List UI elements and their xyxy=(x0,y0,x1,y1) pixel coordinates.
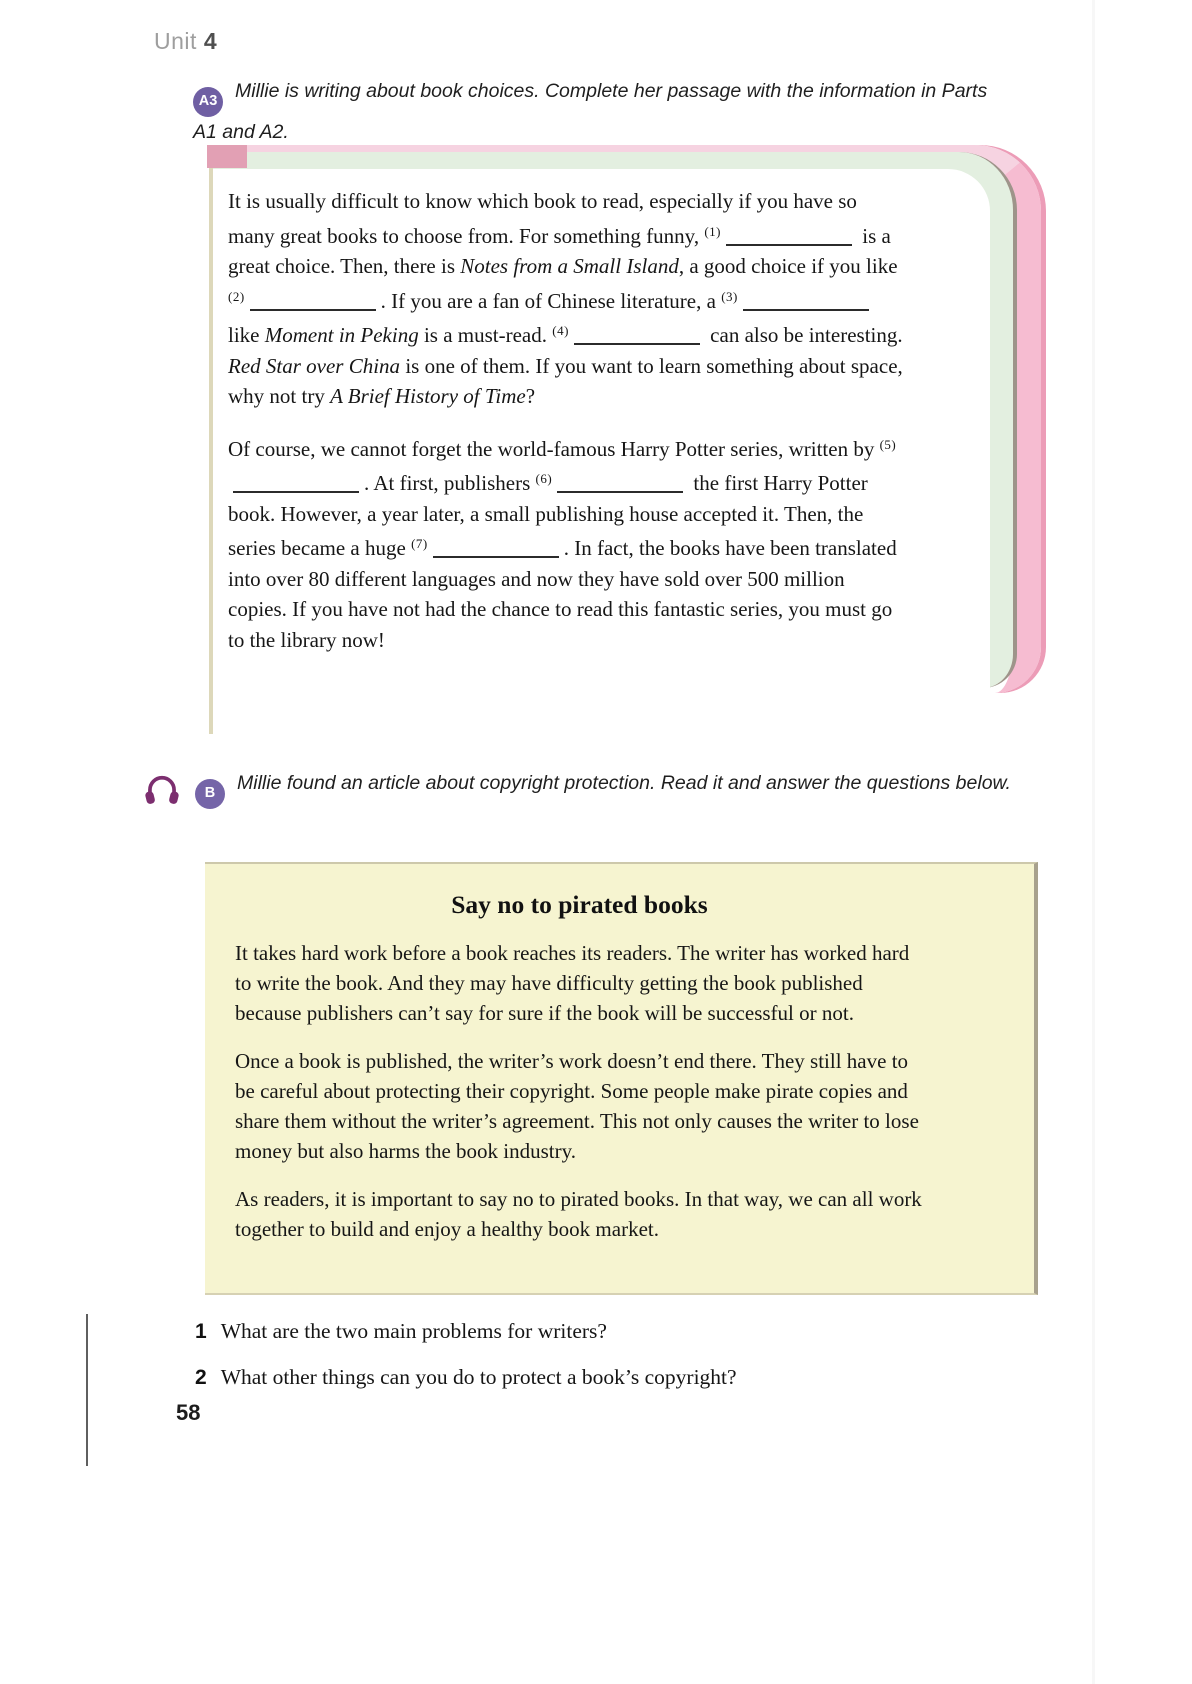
passage-text-segment: is one of them. If you want to learn something about space, why not try xyxy=(228,353,903,408)
headphones-icon xyxy=(143,772,181,816)
blank-line xyxy=(233,479,359,493)
passage-text-segment: It is usually difficult to know which book to read, especially if you have so many great books to choose from. For something funny, xyxy=(228,189,857,248)
blank-line xyxy=(250,297,376,311)
scan-edge-artifact xyxy=(1092,0,1095,1684)
question-row-2 xyxy=(195,1362,1055,1392)
exercise-b-instruction-row xyxy=(195,768,1015,809)
margin-rule-line xyxy=(86,1314,88,1466)
article-paragraph-1: It takes hard work before a book reaches its readers. The writer has worked hard to write the book. And they may have difficulty getting the book published because publishers can’t say for sure if the book will be successful or not. xyxy=(235,941,910,1025)
exercise-b-instruction: Millie found an article about copyright protection. Read it and answer the questions below. xyxy=(237,772,1011,794)
passage-text-segment: . At first, publishers xyxy=(364,471,536,495)
blank-line xyxy=(726,232,852,246)
blank-line xyxy=(574,331,700,345)
passage-paragraph-2 xyxy=(228,430,906,656)
article-paragraph-2: Once a book is published, the writer’s work doesn’t end there. They still have to be careful about protecting their copyright. Some people make pirate copies and share them without the writer’s agreement. This not only causes the writer to lose money but also harms the book industry. xyxy=(235,1049,919,1163)
passage-text-segment: is a great choice. Then, there is xyxy=(228,223,891,278)
passage-text-segment: the first Harry Potter book. However, a year later, a small publishing house accepted it. Then, the series became a huge xyxy=(228,471,868,560)
page-number: 58 xyxy=(176,1400,201,1425)
passage-text-segment: , a good choice if you like xyxy=(678,254,898,278)
article-title: Say no to pirated books xyxy=(451,890,708,919)
question-list xyxy=(195,1316,1055,1408)
blank-number: (5) xyxy=(879,436,897,452)
passage-text-segment: is a must-read. xyxy=(418,323,553,347)
article-paragraph-3: As readers, it is important to say no to pirated books. In that way, we can all work together to build and enjoy a healthy book market. xyxy=(235,1187,922,1241)
passage-text-segment: . In fact, the books have been translated into over 80 different languages and now they have sold over 500 million copies. If you have not had the chance to read this fantastic series, you must go to the library now! xyxy=(228,536,897,652)
passage-text-segment: . If you are a fan of Chinese literature, a xyxy=(380,288,722,313)
passage-text-segment: ? xyxy=(525,384,536,408)
unit-label: Unit xyxy=(154,28,197,54)
blank-line xyxy=(557,479,683,493)
book-title-italic: Red Star over China xyxy=(228,353,401,378)
question-number: 2 xyxy=(195,1366,207,1389)
exercise-b-badge: B xyxy=(195,779,225,809)
question-row-1 xyxy=(195,1316,1055,1346)
question-number: 1 xyxy=(195,1320,207,1343)
passage-card-left-edge xyxy=(209,168,213,734)
passage-text-segment: like xyxy=(228,323,265,347)
blank-number: (4) xyxy=(552,323,569,338)
blank-number: (3) xyxy=(721,288,738,304)
blank-number: (7) xyxy=(411,536,428,551)
passage-text-segment: can also be interesting. xyxy=(704,323,903,347)
passage-text-segment: Of course, we cannot forget the world-famous Harry Potter series, written by xyxy=(228,436,880,461)
blank-line xyxy=(433,544,559,558)
blank-number: (2) xyxy=(228,288,245,304)
unit-number: 4 xyxy=(203,28,218,54)
passage-card-strip-accent xyxy=(207,145,247,168)
question-text: What other things can you do to protect a book’s copyright? xyxy=(220,1365,737,1389)
passage-text xyxy=(228,186,906,673)
book-title-italic: Moment in Peking xyxy=(264,323,419,347)
unit-header xyxy=(154,28,217,55)
blank-number: (6) xyxy=(535,471,553,486)
question-text: What are the two main problems for writers? xyxy=(220,1319,607,1343)
blank-line xyxy=(743,297,869,311)
exercise-a3-instruction-row xyxy=(193,76,1005,148)
exercise-a3-badge: A3 xyxy=(193,87,223,117)
book-title-italic: Notes from a Small Island xyxy=(460,254,679,278)
blank-number: (1) xyxy=(704,223,721,239)
exercise-a3-instruction: Millie is writing about book choices. Complete her passage with the information in Parts A1 and A2. xyxy=(193,80,988,143)
article-note xyxy=(205,862,1038,1295)
passage-paragraph-1 xyxy=(228,186,906,412)
book-title-italic: A Brief History of Time xyxy=(330,384,526,408)
